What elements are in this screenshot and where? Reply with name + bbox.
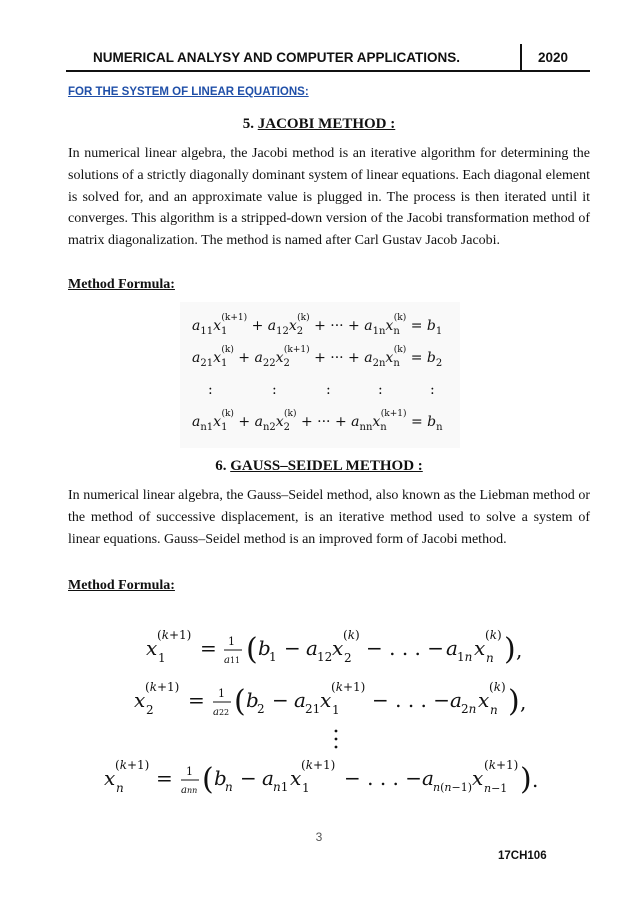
svg-text:=: = [188, 688, 205, 712]
svg-text:(k+1): (k+1) [115, 758, 150, 772]
svg-text:x: x [134, 688, 146, 712]
header-title: NUMERICAL ANALYSY AND COMPUTER APPLICATIONS. [93, 50, 461, 65]
svg-text:n: n [490, 703, 498, 717]
header-year: 2020 [538, 50, 569, 65]
svg-text:12: 12 [317, 650, 333, 664]
svg-text:n(n−1): n(n−1) [433, 781, 472, 794]
gauss-seidel-formula-image [100, 615, 545, 810]
svg-text:2: 2 [257, 702, 265, 716]
svg-text:1: 1 [228, 635, 235, 648]
jacobi-heading [0, 116, 638, 133]
svg-text:2: 2 [146, 703, 154, 717]
roll-number: 17CH106 [498, 850, 547, 862]
svg-text:2n: 2n [461, 702, 477, 716]
gauss-seidel-formula-label: Method Formula: [68, 578, 175, 593]
page-header [66, 44, 590, 72]
svg-text:x: x [146, 636, 158, 660]
gauss-seidel-paragraph: In numerical linear algebra, the Gauss–Seidel method, also known as the Liebman method or the method of successive displacement, is an iterative method used to solve a system of linear equations. Gauss–Seidel method is an improved form of Jacobi method. [68, 488, 590, 547]
svg-text:,: , [520, 690, 527, 714]
svg-text:n: n [116, 781, 124, 795]
svg-text:a: a [422, 766, 434, 790]
svg-text:(k+1): (k+1) [484, 758, 519, 772]
jacobi-number: 5. [242, 116, 254, 132]
svg-text::: : [326, 382, 331, 398]
svg-text:−: − [284, 636, 301, 660]
svg-text:(: ( [234, 684, 246, 719]
svg-text:x: x [320, 688, 332, 712]
svg-text:b: b [246, 688, 259, 712]
jacobi-title: JACOBI METHOD : [257, 116, 396, 132]
svg-text:1n: 1n [457, 650, 473, 664]
svg-text:− . . . −: − . . . − [366, 636, 445, 660]
svg-text:x: x [104, 766, 116, 790]
svg-text:(k+1): (k+1) [331, 680, 366, 694]
svg-text:): ) [520, 762, 532, 797]
svg-text:b: b [258, 636, 271, 660]
svg-text:ann: ann [181, 785, 198, 796]
svg-text:a21x1(k) + a22x2(k+1) + ··· +: $a_{21}x_1(k) + a_{22}x_2(k+1)$ + ··· + $a_{2n}x_n(k) = b_2$ [192, 345, 443, 369]
svg-text:(k): (k) [489, 680, 506, 694]
svg-text:n: n [225, 780, 233, 794]
svg-text:): ) [508, 684, 520, 719]
svg-text:): ) [504, 632, 516, 667]
gauss-seidel-title: GAUSS–SEIDEL METHOD : [230, 458, 423, 474]
svg-text:=: = [200, 636, 217, 660]
svg-text:x: x [474, 636, 486, 660]
svg-text:x: x [472, 766, 484, 790]
jacobi-formula-image [180, 302, 460, 448]
svg-text:1: 1 [332, 703, 340, 717]
svg-text:x: x [290, 766, 302, 790]
svg-text:− . . . −: − . . . − [372, 688, 451, 712]
jacobi-paragraph: In numerical linear algebra, the Jacobi method is an iterative algorithm for determining the solutions of a strictly diagonally dominant system of linear equations. Each diagonal element is solved for, and an approximate value is plugged in. The process is then iterated until it converges. This algorithm is a stripped-down version of the Jacobi transformation method of matrix diagonalization. The method is named after Carl Gustav Jacob Jacobi. [68, 146, 590, 249]
svg-text:a22: a22 [213, 707, 230, 718]
svg-text:−: − [272, 688, 289, 712]
svg-text:−: − [240, 766, 257, 790]
svg-text:(k): (k) [343, 628, 360, 642]
jacobi-formula-label: Method Formula: [68, 277, 175, 292]
svg-text:b: b [214, 766, 227, 790]
svg-text:(k+1): (k+1) [157, 628, 192, 642]
svg-text:n1: n1 [273, 780, 289, 794]
svg-text:(: ( [202, 762, 214, 797]
svg-text:(: ( [246, 632, 258, 667]
svg-text:1: 1 [302, 781, 310, 795]
svg-text:a: a [294, 688, 306, 712]
svg-text:a: a [262, 766, 274, 790]
svg-text:n: n [486, 651, 494, 665]
svg-text:a11x1(k+1) + a12x2(k) + ··· +: $a_{11}x_1(k+1) + a_{12}x_2(k)$ + ··· + $a_{1n}x_n(k) = b_1$ [192, 313, 443, 337]
svg-text:(k): (k) [485, 628, 502, 642]
svg-text:x: x [332, 636, 344, 660]
svg-text:(k+1): (k+1) [145, 680, 180, 694]
gauss-seidel-heading [0, 458, 638, 475]
svg-text:21: 21 [305, 702, 321, 716]
svg-text:1: 1 [158, 651, 166, 665]
svg-text:1: 1 [218, 687, 225, 700]
svg-text:2: 2 [344, 651, 352, 665]
svg-text:1: 1 [186, 765, 193, 778]
svg-text:1: 1 [269, 650, 277, 664]
svg-text:n−1: n−1 [484, 782, 508, 795]
svg-text:− . . . −: − . . . − [344, 766, 423, 790]
svg-text::: : [272, 382, 277, 398]
svg-text:x: x [478, 688, 490, 712]
svg-text::: : [208, 382, 213, 398]
svg-text:,: , [516, 638, 523, 662]
gauss-seidel-number: 6. [215, 458, 227, 474]
page-number: 3 [315, 830, 323, 844]
svg-text:a: a [306, 636, 318, 660]
svg-text::: : [378, 382, 383, 398]
svg-text::: : [430, 382, 435, 398]
svg-text:a: a [450, 688, 462, 712]
svg-text:.: . [532, 768, 539, 792]
svg-text:(k+1): (k+1) [301, 758, 336, 772]
svg-text:a11: a11 [224, 655, 241, 666]
section-label: FOR THE SYSTEM OF LINEAR EQUATIONS: [68, 86, 309, 98]
svg-text:=: = [156, 766, 173, 790]
header-separator [520, 44, 522, 70]
svg-text:a: a [446, 636, 458, 660]
svg-text:an1x1(k) + an2x2(k) + ··· + an: $a_{n1}x_1(k) + a_{n2}x_2(k)$ + ··· + $a_{nn}x_n(k+1) = b_n$ [192, 409, 443, 433]
